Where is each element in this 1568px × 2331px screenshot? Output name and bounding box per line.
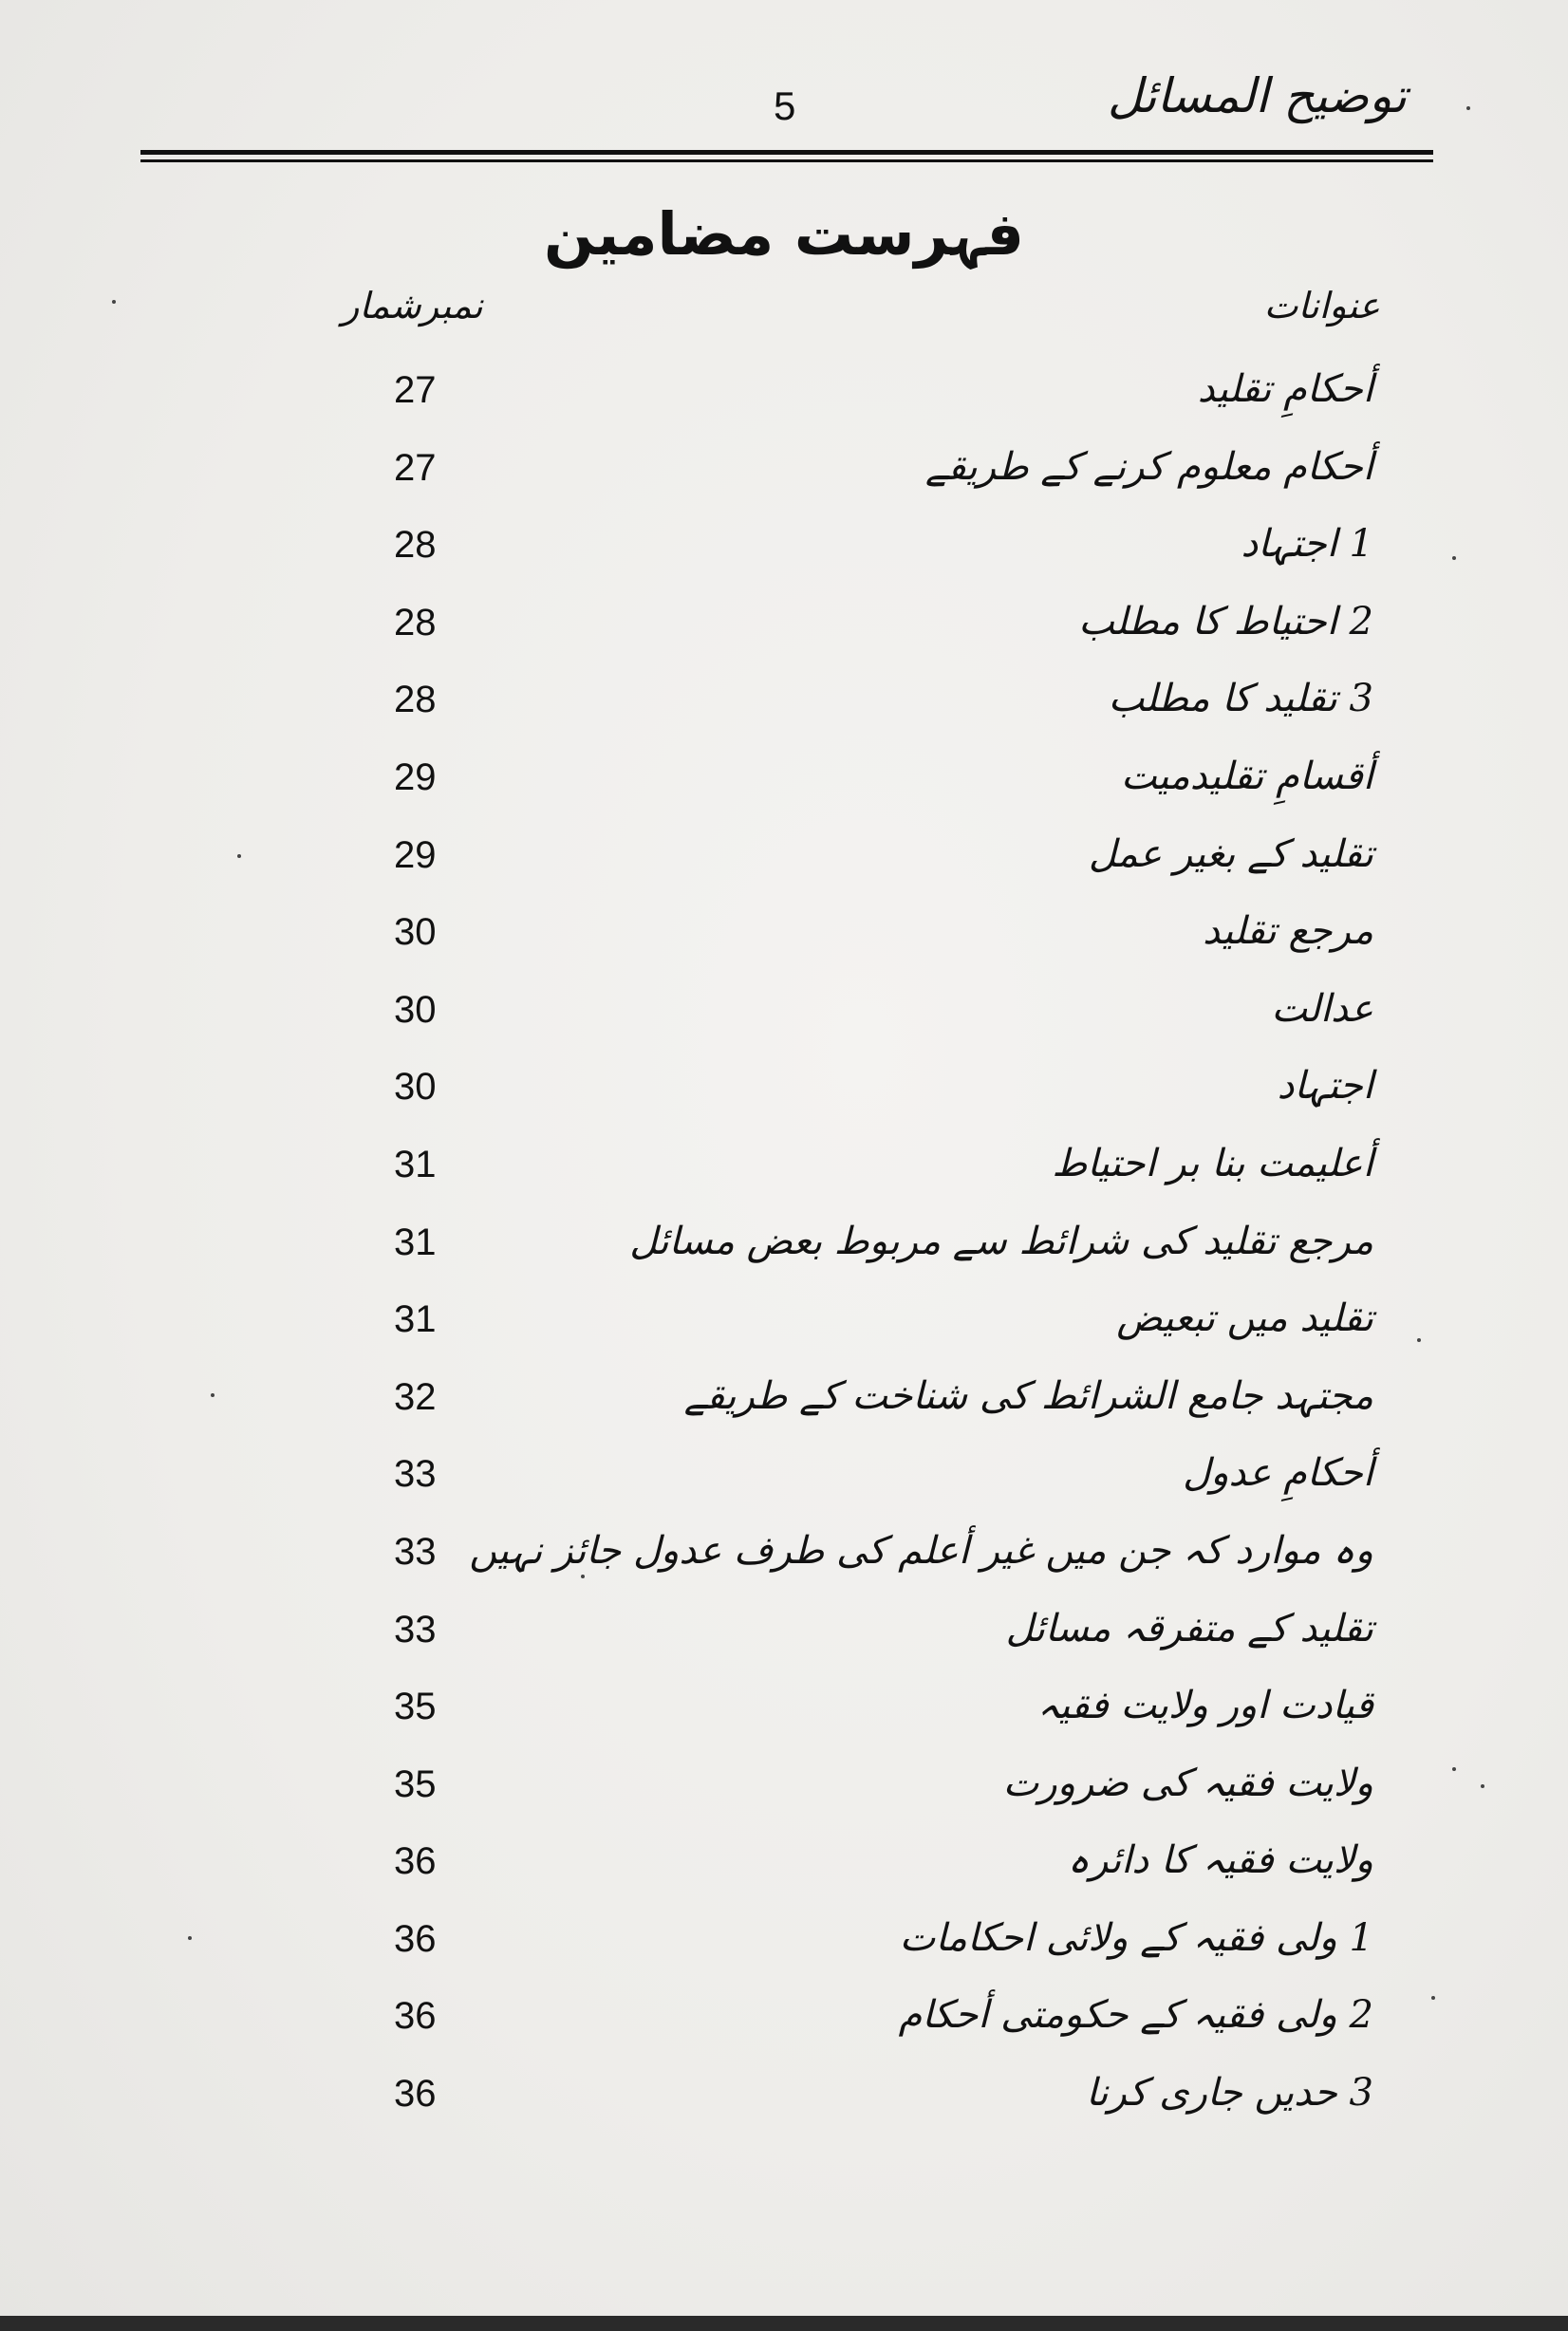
scan-speck bbox=[112, 300, 116, 304]
scan-speck bbox=[581, 1575, 585, 1578]
toc-entry-title: 2 احتیاط کا مطلب bbox=[1078, 599, 1373, 643]
scan-speck bbox=[1466, 106, 1470, 110]
toc-entry-title: وہ موارد کہ جن میں غیر أعلم کی طرف عدول جائز نہیں bbox=[469, 1528, 1373, 1573]
page-bottom-edge bbox=[0, 2316, 1568, 2331]
toc-entry bbox=[0, 1989, 1568, 2067]
toc-entry-page: 31 bbox=[394, 1298, 437, 1341]
toc-entry-title: 3 حدیں جاری کرنا bbox=[1086, 2071, 1373, 2116]
toc-entry-title: ولایت فقیہ کا دائرہ bbox=[1067, 1838, 1373, 1883]
toc-entry-title: مرجع تقلید bbox=[1203, 909, 1373, 954]
scan-speck bbox=[188, 1936, 192, 1940]
toc-entry-page: 27 bbox=[394, 369, 437, 411]
toc-entry bbox=[0, 1447, 1568, 1525]
toc-entry-page: 30 bbox=[394, 911, 437, 954]
number-column-header: نمبرشمار bbox=[342, 285, 483, 326]
toc-entry-page: 35 bbox=[394, 1762, 437, 1805]
toc-entry-page: 27 bbox=[394, 446, 437, 489]
toc-entry-title: أعلیمت بنا بر احتیاط bbox=[1052, 1141, 1373, 1185]
scan-speck bbox=[1431, 1996, 1435, 2000]
toc-entry bbox=[0, 1216, 1568, 1294]
toc-entry-page: 29 bbox=[394, 833, 437, 876]
scan-speck bbox=[1417, 1338, 1421, 1342]
toc-list bbox=[0, 364, 1568, 2145]
toc-entry-title: ولایت فقیہ کی ضرورت bbox=[1002, 1761, 1373, 1805]
header-rule-thick bbox=[140, 150, 1433, 155]
toc-entry-page: 36 bbox=[394, 2073, 437, 2116]
toc-entry-title: 3 تقلید کا مطلب bbox=[1108, 677, 1373, 721]
toc-entry bbox=[0, 441, 1568, 519]
scan-speck bbox=[1481, 1784, 1484, 1788]
toc-entry-page: 36 bbox=[394, 1840, 437, 1883]
toc-entry-page: 35 bbox=[394, 1686, 437, 1728]
toc-entry-page: 30 bbox=[394, 988, 437, 1031]
toc-entry-page: 30 bbox=[394, 1066, 437, 1109]
toc-entry-title: 2 ولی فقیہ کے حکومتی أحکام bbox=[898, 1993, 1373, 2038]
scan-speck bbox=[1452, 556, 1456, 560]
toc-entry bbox=[0, 1060, 1568, 1138]
page-number: 5 bbox=[774, 84, 796, 128]
toc-entry-title: 1 اجتہاد bbox=[1241, 522, 1373, 567]
toc-entry-title: أقسامِ تقلیدمیت bbox=[1120, 754, 1373, 798]
toc-entry bbox=[0, 1371, 1568, 1448]
toc-entry-title: مجتہد جامع الشرائط کی شناخت کے طریقے bbox=[683, 1373, 1373, 1418]
toc-entry-page: 31 bbox=[394, 1143, 437, 1185]
toc-entry-page: 36 bbox=[394, 1917, 437, 1960]
toc-entry bbox=[0, 1293, 1568, 1371]
header-rule-thin bbox=[140, 159, 1433, 162]
toc-entry-page: 31 bbox=[394, 1221, 437, 1263]
toc-entry bbox=[0, 983, 1568, 1061]
toc-entry-title: أحکام معلوم کرنے کے طریقے bbox=[924, 444, 1373, 489]
toc-entry-page: 33 bbox=[394, 1530, 437, 1573]
toc-entry bbox=[0, 673, 1568, 751]
toc-entry-title: تقلید کے بغیر عمل bbox=[1088, 831, 1373, 876]
toc-entry bbox=[0, 1525, 1568, 1603]
toc-heading: فہرست مضامین bbox=[544, 199, 1024, 269]
toc-entry-page: 32 bbox=[394, 1375, 437, 1418]
toc-entry-page: 29 bbox=[394, 755, 437, 798]
toc-entry-page: 28 bbox=[394, 679, 437, 721]
running-title: توضیح المسائل bbox=[1107, 68, 1407, 123]
toc-entry bbox=[0, 596, 1568, 674]
toc-entry-title: اجتہاد bbox=[1277, 1064, 1373, 1109]
toc-entry bbox=[0, 1680, 1568, 1758]
scan-speck bbox=[1452, 1767, 1456, 1771]
toc-entry-title: قیادت اور ولایت فقیہ bbox=[1036, 1684, 1373, 1728]
scan-speck bbox=[237, 854, 241, 858]
toc-entry bbox=[0, 1758, 1568, 1836]
toc-entry-page: 33 bbox=[394, 1608, 437, 1650]
toc-entry bbox=[0, 364, 1568, 441]
toc-entry-title: تقلید کے متفرقہ مسائل bbox=[1005, 1606, 1373, 1650]
toc-entry-title: تقلید میں تبعیض bbox=[1116, 1296, 1373, 1341]
toc-entry bbox=[0, 751, 1568, 829]
toc-entry-page: 28 bbox=[394, 601, 437, 643]
toc-entry-title: أحکامِ تقلید bbox=[1197, 367, 1373, 411]
toc-entry-title: أحکامِ عدول bbox=[1183, 1451, 1373, 1496]
toc-entry-page: 33 bbox=[394, 1453, 437, 1496]
toc-entry-title: عدالت bbox=[1271, 986, 1373, 1031]
toc-entry bbox=[0, 518, 1568, 596]
toc-entry bbox=[0, 1912, 1568, 1990]
toc-entry-title: 1 ولی فقیہ کے ولائی احکامات bbox=[899, 1915, 1373, 1960]
toc-entry-title: مرجع تقلید کی شرائط سے مربوط بعض مسائل bbox=[629, 1219, 1373, 1263]
toc-entry-page: 28 bbox=[394, 524, 437, 567]
toc-entry bbox=[0, 905, 1568, 983]
toc-entry bbox=[0, 1138, 1568, 1216]
toc-entry bbox=[0, 1835, 1568, 1912]
scan-speck bbox=[211, 1393, 215, 1397]
toc-entry bbox=[0, 1603, 1568, 1681]
toc-entry bbox=[0, 829, 1568, 906]
toc-entry-page: 36 bbox=[394, 1995, 437, 2038]
toc-entry bbox=[0, 2067, 1568, 2145]
title-column-header: عنوانات bbox=[1263, 285, 1380, 326]
